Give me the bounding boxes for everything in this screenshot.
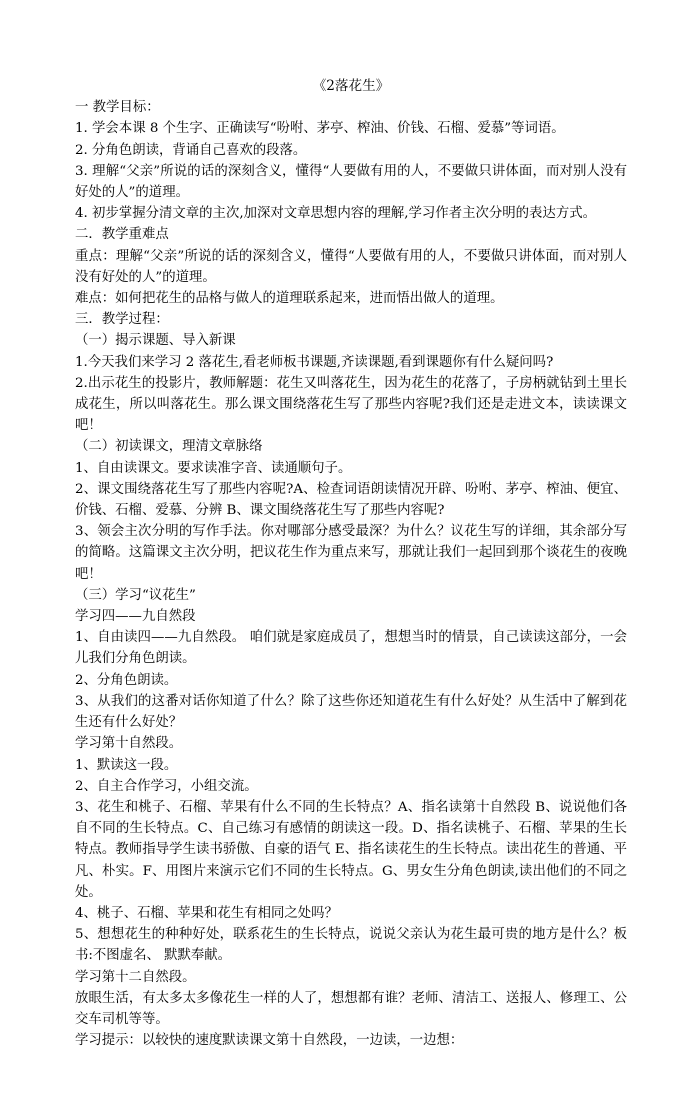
document-page [75, 76, 627, 1051]
paragraph: 学习第十自然段。 [75, 736, 183, 752]
objective-2: 2. 分角色朗读，背诵自己喜欢的段落。 [75, 142, 307, 158]
paragraph: 学习第十二自然段。 [75, 969, 196, 985]
section-heading-process: 三．教学过程： [75, 312, 169, 328]
paragraph: 3、领会主次分明的写作手法。你对哪部分感受最深？为什么？议花生写的详细，其余部分写的简略。这篇课文主次分明，把议花生作为重点来写，那就让我们一起回到那个谈花生的夜晚吧！ [75, 524, 627, 582]
section-heading-key-points: 二．教学重难点 [75, 227, 169, 243]
paragraph: 3、花生和桃子、石榴、苹果有什么不同的生长特点？A、指名读第十自然段 B、说说他们各自不同的生长特点。C、自己练习有感情的朗读这一段。D、指名读桃子、石榴、苹果的生长特点。教师指导学生读书骄傲、自豪的语气 E、指名读花生的生长特点。读出花生的普通、平凡、朴实。F、用图片来演示它们不同的生长特点。G、男女生分角色朗读,读出他们的不同之处。 [75, 799, 627, 900]
paragraph: 5、想想花生的种种好处，联系花生的生长特点，说说父亲认为花生最可贵的地方是什么？板书:不图虚名、 默默奉献。 [75, 927, 627, 964]
paragraph: 2.出示花生的投影片，教师解题：花生又叫落花生，因为花生的花落了，子房柄就钻到土里长成花生，所以叫落花生。那么课文围绕落花生写了那些内容呢?我们还是走进文本，读读课文吧！ [75, 375, 627, 434]
paragraph: 2、分角色朗读。 [75, 672, 178, 688]
paragraph: 1、自由读课文。要求读准字音、读通顺句子。 [75, 460, 352, 476]
subsection-heading-2: （二）初读课文，理清文章脉络 [75, 439, 263, 455]
difficult-point: 难点：如何把花生的品格与做人的道理联系起来，进而悟出做人的道理。 [75, 291, 504, 307]
paragraph: 学习提示：以较快的速度默读课文第十自然段，一边读，一边想： [75, 1033, 464, 1049]
document-title: 《2落花生》 [312, 78, 390, 94]
paragraph: 2、课文围绕落花生写了那些内容呢?A、检查词语朗读情况开辟、吩咐、茅亭、榨油、便宜、价钱、石榴、爱慕、分辨 B、课文围绕落花生写了那些内容呢? [75, 481, 627, 519]
section-heading-objectives: 一 教学目标： [75, 100, 160, 116]
paragraph: 学习四——九自然段 [75, 609, 196, 625]
key-point: 重点：理解“父亲”所说的话的深刻含义，懂得“人要做有用的人，不要做只讲体面，而对别人没有好处的人”的道理。 [75, 248, 627, 285]
paragraph: 2、自主合作学习，小组交流。 [75, 778, 258, 794]
paragraph: 放眼生活，有太多太多像花生一样的人了，想想都有谁？老师、清洁工、送报人、修理工、公交车司机等等。 [75, 990, 627, 1027]
paragraph: 1.今天我们来学习 2 落花生,看老师板书课题,齐读课题,看到课题你有什么疑问吗? [75, 354, 554, 370]
objective-1: 1. 学会本课 8 个生字、正确读写“吩咐、茅亭、榨油、价钱、石榴、爱慕”等词语。 [75, 121, 565, 137]
paragraph: 1、默读这一段。 [75, 757, 178, 773]
subsection-heading-1: （一）揭示课题、导入新课 [75, 333, 236, 349]
objective-4: 4. 初步掌握分清文章的主次,加深对文章思想内容的理解,学习作者主次分明的表达方式。 [75, 206, 596, 222]
paragraph: 3、从我们的这番对话你知道了什么？除了这些你还知道花生有什么好处？从生活中了解到花生还有什么好处？ [75, 693, 627, 731]
subsection-heading-3: （三）学习“议花生” [75, 587, 196, 603]
objective-3: 3. 理解“父亲”所说的话的深刻含义，懂得“人要做有用的人，不要做只讲体面，而对别人没有好处的人”的道理。 [75, 163, 627, 201]
paragraph: 1、自由读四——九自然段。 咱们就是家庭成员了，想想当时的情景，自己读读这部分，一会儿我们分角色朗读。 [75, 630, 627, 667]
paragraph: 4、桃子、石榴、苹果和花生有相同之处吗？ [75, 905, 338, 921]
